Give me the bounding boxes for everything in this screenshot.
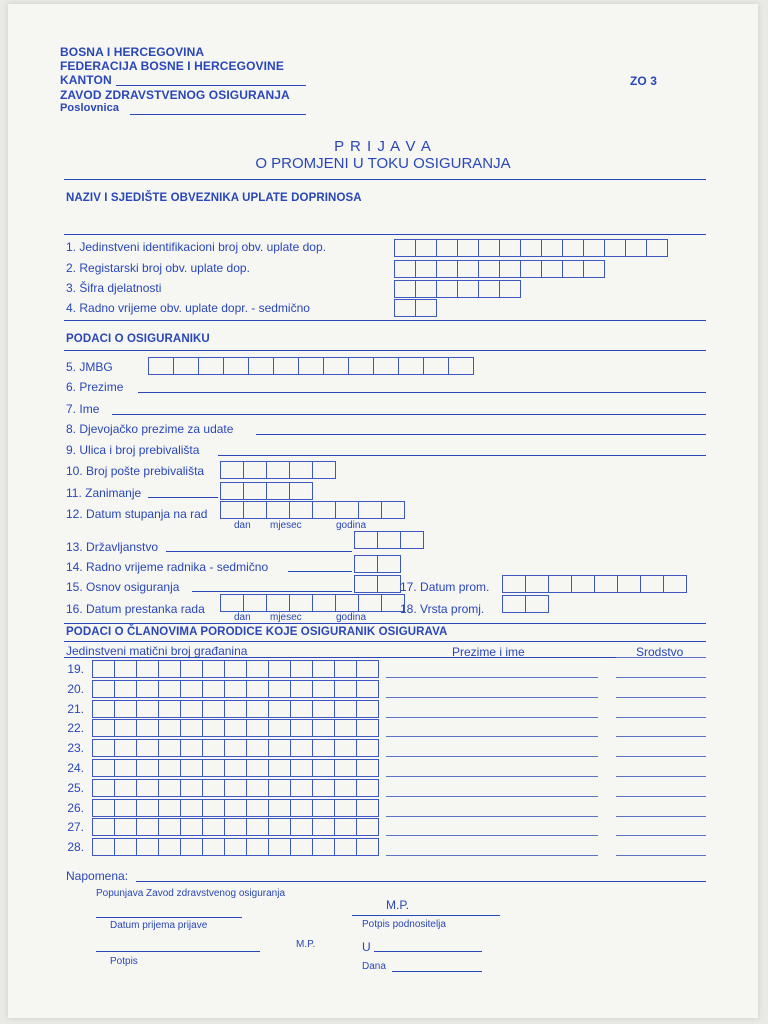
change-date-boxes[interactable] bbox=[502, 575, 686, 593]
surname-line[interactable] bbox=[138, 392, 706, 393]
note-label: Napomena: bbox=[66, 869, 129, 883]
signature-line[interactable] bbox=[96, 951, 260, 952]
field-6: 6. Prezime bbox=[66, 380, 124, 394]
date-received-line[interactable] bbox=[96, 917, 242, 918]
family-row-number: 19. bbox=[67, 662, 84, 676]
place-line[interactable] bbox=[374, 951, 482, 952]
section1-rule bbox=[64, 234, 706, 235]
postal-code-boxes[interactable] bbox=[220, 461, 335, 479]
family-name-line[interactable] bbox=[386, 697, 598, 698]
field-16: 16. Datum prestanka rada bbox=[66, 602, 205, 616]
family-row-number: 23. bbox=[67, 741, 84, 756]
family-row-number: 27. bbox=[67, 820, 84, 835]
form-title: P R I J A V A bbox=[334, 138, 432, 155]
field-4-boxes[interactable] bbox=[394, 299, 436, 317]
family-name-line[interactable] bbox=[386, 736, 598, 737]
worker-hours-boxes[interactable] bbox=[354, 555, 400, 573]
field-15: 15. Osnov osiguranja bbox=[66, 580, 180, 594]
family-name-line[interactable] bbox=[386, 776, 598, 777]
start-date-boxes[interactable] bbox=[220, 501, 404, 519]
columns-rule bbox=[64, 657, 706, 658]
section1-heading: NAZIV I SJEDIŠTE OBVEZNIKA UPLATE DOPRINOSA bbox=[66, 192, 362, 204]
family-row-number: 22. bbox=[67, 721, 84, 736]
header-country: BOSNA I HERCEGOVINA bbox=[60, 45, 205, 59]
family-jmbg-boxes[interactable] bbox=[92, 799, 378, 817]
field-2: 2. Registarski broj obv. uplate dop. bbox=[66, 261, 250, 275]
end-date-year-label: godina bbox=[336, 612, 367, 623]
field-8: 8. Djevojačko prezime za udate bbox=[66, 422, 234, 436]
occupation-line[interactable] bbox=[148, 497, 218, 498]
occupation-boxes[interactable] bbox=[220, 482, 312, 500]
field-2-boxes[interactable] bbox=[394, 260, 604, 278]
end-date-boxes[interactable] bbox=[220, 594, 404, 612]
family-row-number: 20. bbox=[67, 681, 84, 696]
family-relation-line[interactable] bbox=[616, 677, 706, 678]
start-date-year-label: godina bbox=[336, 520, 367, 531]
insurance-basis-boxes[interactable] bbox=[354, 575, 400, 593]
stamp-left: M.P. bbox=[296, 939, 316, 950]
family-relation-line[interactable] bbox=[616, 776, 706, 777]
family-row-number: 25. bbox=[67, 780, 84, 795]
field-1: 1. Jedinstveni identifikacioni broj obv. uplate dop. bbox=[66, 240, 326, 254]
maiden-name-line[interactable] bbox=[256, 434, 706, 435]
title-rule bbox=[64, 179, 706, 180]
family-relation-line[interactable] bbox=[616, 835, 706, 836]
jmbg-boxes[interactable] bbox=[148, 357, 473, 375]
branch-line[interactable] bbox=[130, 114, 306, 115]
signature-label: Potpis bbox=[110, 956, 138, 967]
citizenship-line[interactable] bbox=[166, 551, 352, 552]
end-date-month-label: mjesec bbox=[270, 612, 302, 623]
form-subtitle: O PROMJENI U TOKU OSIGURANJA bbox=[255, 155, 511, 172]
family-name-line[interactable] bbox=[386, 855, 598, 856]
family-name-line[interactable] bbox=[386, 677, 598, 678]
field-14: 14. Radno vrijeme radnika - sedmično bbox=[66, 560, 269, 574]
field-3: 3. Šifra djelatnosti bbox=[66, 281, 162, 295]
family-jmbg-boxes[interactable] bbox=[92, 838, 378, 856]
family-row-number: 21. bbox=[67, 701, 84, 716]
worker-hours-line[interactable] bbox=[288, 571, 352, 572]
family-relation-line[interactable] bbox=[616, 816, 706, 817]
citizenship-boxes[interactable] bbox=[354, 531, 423, 549]
canton-line[interactable] bbox=[116, 85, 306, 86]
date-line[interactable] bbox=[392, 971, 482, 972]
header-branch: Poslovnica bbox=[60, 102, 120, 114]
field-18: 18. Vrsta promj. bbox=[400, 602, 485, 616]
family-name-line[interactable] bbox=[386, 816, 598, 817]
family-relation-line[interactable] bbox=[616, 717, 706, 718]
family-jmbg-boxes[interactable] bbox=[92, 818, 378, 836]
relation-header-line bbox=[616, 657, 706, 658]
family-name-line[interactable] bbox=[386, 835, 598, 836]
family-name-line[interactable] bbox=[386, 796, 598, 797]
column-jmbg: Jedinstveni matični broj građanina bbox=[66, 644, 248, 658]
family-relation-line[interactable] bbox=[616, 796, 706, 797]
field-3-boxes[interactable] bbox=[394, 280, 520, 298]
submitter-signature-line[interactable] bbox=[352, 915, 500, 916]
family-relation-line[interactable] bbox=[616, 736, 706, 737]
field-4: 4. Radno vrijeme obv. uplate dopr. - sedmično bbox=[66, 301, 310, 315]
section3-heading: PODACI O ČLANOVIMA PORODICE KOJE OSIGURANIK OSIGURAVA bbox=[66, 626, 448, 638]
date-label: Dana bbox=[362, 961, 386, 972]
section2-top-rule bbox=[64, 320, 706, 321]
header-canton: KANTON bbox=[60, 73, 112, 87]
start-date-day-label: dan bbox=[234, 520, 251, 531]
insurance-basis-line[interactable] bbox=[192, 591, 352, 592]
header-institution: ZAVOD ZDRAVSTVENOG OSIGURANJA bbox=[60, 88, 290, 102]
date-received-label: Datum prijema prijave bbox=[110, 920, 208, 931]
field-7: 7. Ime bbox=[66, 402, 100, 416]
field-9: 9. Ulica i broj prebivališta bbox=[66, 443, 200, 457]
section3-top-rule bbox=[64, 623, 706, 624]
column-name: Prezime i ime bbox=[452, 645, 525, 659]
change-type-boxes[interactable] bbox=[502, 595, 548, 613]
filled-by-office: Popunjava Zavod zdravstvenog osiguranja bbox=[96, 888, 286, 899]
address-line[interactable] bbox=[218, 455, 706, 456]
family-jmbg-boxes[interactable] bbox=[92, 660, 378, 678]
start-date-month-label: mjesec bbox=[270, 520, 302, 531]
family-relation-line[interactable] bbox=[616, 855, 706, 856]
family-row-number: 26. bbox=[67, 800, 84, 815]
section2-heading: PODACI O OSIGURANIKU bbox=[66, 333, 210, 345]
family-jmbg-boxes[interactable] bbox=[92, 719, 378, 737]
family-name-line[interactable] bbox=[386, 756, 598, 757]
family-jmbg-boxes[interactable] bbox=[92, 739, 378, 757]
stamp-right: M.P. bbox=[386, 898, 410, 912]
section2-rule bbox=[64, 350, 706, 351]
field-10: 10. Broj pošte prebivališta bbox=[66, 464, 205, 478]
column-relation: Srodstvo bbox=[636, 645, 684, 659]
field-5: 5. JMBG bbox=[66, 360, 113, 374]
family-jmbg-boxes[interactable] bbox=[92, 779, 378, 797]
field-17: 17. Datum prom. bbox=[400, 580, 490, 594]
field-12: 12. Datum stupanja na rad bbox=[66, 507, 208, 521]
field-1-boxes[interactable] bbox=[394, 239, 667, 257]
family-jmbg-boxes[interactable] bbox=[92, 700, 378, 718]
submitter-signature-label: Potpis podnositelja bbox=[362, 919, 446, 930]
note-line[interactable] bbox=[136, 881, 706, 882]
family-jmbg-boxes[interactable] bbox=[92, 680, 378, 698]
place-label: U bbox=[362, 940, 371, 954]
family-row-number: 28. bbox=[67, 840, 84, 855]
field-11: 11. Zanimanje bbox=[66, 486, 142, 500]
family-relation-line[interactable] bbox=[616, 756, 706, 757]
family-row-number: 24. bbox=[67, 761, 84, 775]
first-name-line[interactable] bbox=[112, 414, 706, 415]
header-federation: FEDERACIJA BOSNE I HERCEGOVINE bbox=[60, 59, 284, 73]
family-jmbg-boxes[interactable] bbox=[92, 759, 378, 777]
section3-rule bbox=[64, 641, 706, 642]
field-13: 13. Državljanstvo bbox=[66, 540, 159, 554]
family-name-line[interactable] bbox=[386, 717, 598, 718]
family-relation-line[interactable] bbox=[616, 697, 706, 698]
form-sheet bbox=[8, 4, 758, 1018]
end-date-day-label: dan bbox=[234, 612, 251, 623]
form-code: ZO 3 bbox=[630, 74, 658, 88]
